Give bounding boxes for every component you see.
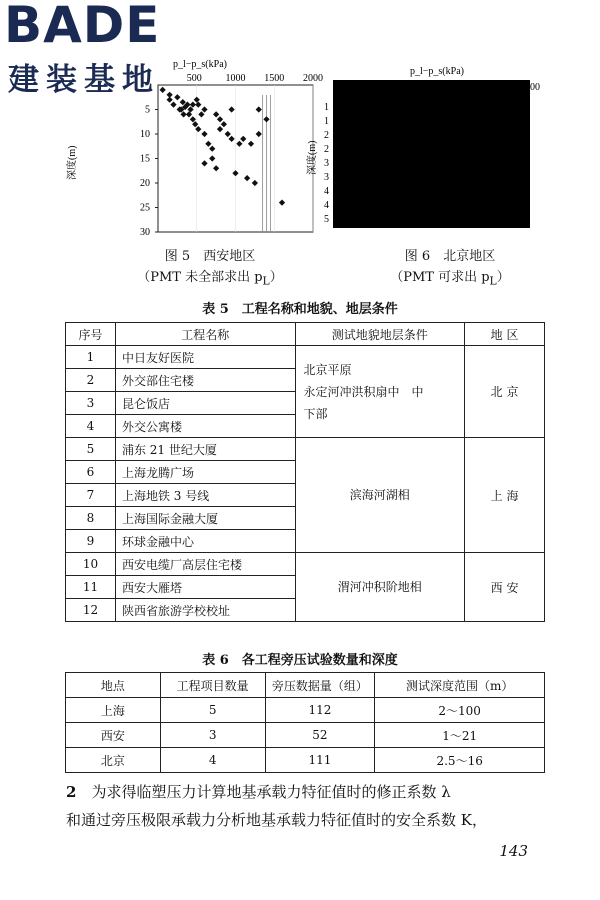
fig5-data-point	[209, 155, 215, 161]
table6-header: 旁压数据量（组）	[265, 673, 375, 698]
table5-cell-name: 上海龙腾广场	[115, 461, 295, 484]
table6-cell: 北京	[66, 748, 161, 773]
table6-cell: 4	[160, 748, 265, 773]
fig5-data-point	[248, 141, 254, 147]
fig5-data-point	[256, 131, 262, 137]
fig5-data-point	[221, 121, 227, 127]
table5-condition-line: 下部	[303, 406, 328, 421]
table5-title: 表 5 工程名称和地貌、地层条件	[202, 302, 398, 317]
fig5-data-point	[174, 94, 180, 100]
table5-cell-name: 陕西省旅游学校校址	[115, 599, 295, 622]
fig5-data-point	[167, 97, 173, 103]
fig5-data-point	[209, 146, 215, 152]
fig5-note	[105, 266, 315, 288]
fig5-data-point	[201, 160, 207, 166]
fig5-data-point	[194, 97, 200, 103]
table5-row	[66, 346, 545, 369]
fig5-data-point	[198, 111, 204, 117]
fig5-data-point	[201, 106, 207, 112]
fig5-data-point	[240, 136, 246, 142]
table5-cell-no: 6	[66, 461, 116, 484]
table6-row	[66, 723, 545, 748]
table5	[65, 322, 545, 622]
fig5-data-point	[213, 165, 219, 171]
fig6-y-tick: 4	[324, 200, 329, 211]
table5-cell-region: 北 京	[465, 346, 545, 438]
table5-cell-name: 西安大雁塔	[115, 576, 295, 599]
table5-cell-condition	[295, 346, 465, 438]
para-line-1	[66, 778, 546, 806]
fig6-note-end: ）	[496, 270, 510, 285]
table5-cell-no: 12	[66, 599, 116, 622]
logo-sub: 建装基地	[8, 62, 160, 98]
fig6-caption: 图 6 北京地区	[404, 249, 496, 264]
table6-cell: 112	[265, 698, 375, 723]
fig6-y-tick: 1	[324, 102, 329, 113]
fig5-y-tick: 25	[140, 202, 150, 214]
fig6-y-tick: 3	[324, 158, 329, 169]
table5-cell-no: 9	[66, 530, 116, 553]
table5-cell-no: 4	[66, 415, 116, 438]
table5-cell-condition	[295, 438, 465, 553]
fig5-y-tick: 10	[140, 129, 150, 140]
table5-cell-name: 外交公寓楼	[115, 415, 295, 438]
fig6-y-tick: 4	[324, 186, 329, 197]
table6-cell: 3	[160, 723, 265, 748]
para-line-2: 和通过旁压极限承载力分析地基承载力特征值时的安全系数 K，	[66, 811, 487, 829]
table5-cell-name: 昆仑饭店	[115, 392, 295, 415]
fig5-data-point	[236, 141, 242, 147]
table5-cell-no: 3	[66, 392, 116, 415]
table5-cell-name: 上海国际金融大厦	[115, 507, 295, 530]
table5-cell-name: 上海地铁 3 号线	[115, 484, 295, 507]
fig5-data-point	[186, 111, 192, 117]
para-number: 2	[66, 783, 77, 801]
table6-title: 表 6 各工程旁压试验数量和深度	[202, 653, 398, 668]
fig6-y-label: 深度(m)	[307, 140, 318, 175]
table6-cell: 111	[265, 748, 375, 773]
logo-brand: BADE	[4, 0, 161, 54]
table5-cell-region: 西 安	[465, 553, 545, 622]
fig5-data-point	[229, 136, 235, 142]
fig6-y-tick: 3	[324, 172, 329, 183]
table5-header: 测试地貌地层条件	[295, 323, 465, 346]
figure-5-scatter-chart	[55, 55, 323, 240]
table6-cell: 2.5～16	[375, 748, 545, 773]
table6-header: 工程项目数量	[160, 673, 265, 698]
fig5-data-point	[256, 106, 262, 112]
fig5-data-point	[217, 116, 223, 122]
table5-cell-condition	[295, 553, 465, 622]
fig5-x-tick: 1500	[264, 73, 285, 84]
body-paragraph	[66, 778, 546, 834]
figure-6-chart	[300, 60, 550, 235]
fig5-note-sub: L	[262, 274, 270, 288]
table6-cell: 西安	[66, 723, 161, 748]
fig5-data-point	[217, 126, 223, 132]
fig5-data-point	[195, 101, 201, 107]
fig5-data-point	[232, 170, 238, 176]
page-number: 143	[499, 842, 528, 860]
fig6-note	[345, 266, 555, 288]
fig6-y-tick: 2	[324, 144, 329, 155]
fig6-y-tick: 5	[324, 214, 329, 225]
table5-cell-no: 2	[66, 369, 116, 392]
fig5-x-tick: 500	[186, 73, 202, 84]
fig5-data-point	[205, 141, 211, 147]
table6-header: 测试深度范围（m）	[375, 673, 545, 698]
fig6-x-tick: 00	[530, 82, 540, 93]
table5-cell-no: 8	[66, 507, 116, 530]
table6-cell: 5	[160, 698, 265, 723]
table5-header: 地 区	[465, 323, 545, 346]
fig5-data-point	[225, 131, 231, 137]
fig5-data-point	[201, 131, 207, 137]
fig5-data-point	[279, 199, 285, 205]
table5-condition-line: 北京平原	[303, 362, 352, 377]
table5-row	[66, 553, 545, 576]
para-line-1-text: 为求得临塑压力计算地基承载力特征值时的修正系数 λ	[91, 783, 451, 801]
fig5-note-text: （PMT 未全部求出 p	[137, 270, 263, 285]
fig6-y-tick: 1	[324, 116, 329, 127]
fig5-data-point	[252, 180, 258, 186]
table5-row	[66, 438, 545, 461]
table5-cell-name: 中日友好医院	[115, 346, 295, 369]
table5-header: 工程名称	[115, 323, 295, 346]
fig5-data-point	[170, 101, 176, 107]
fig5-y-tick: 20	[140, 178, 150, 189]
table5-cell-no: 1	[66, 346, 116, 369]
table5-cell-name: 外交部住宅楼	[115, 369, 295, 392]
table5-cell-region: 上 海	[465, 438, 545, 553]
fig6-y-tick: 2	[324, 130, 329, 141]
table5-cell-no: 11	[66, 576, 116, 599]
table5-condition-line: 渭河冲积阶地相	[337, 580, 422, 594]
fig6-chart-title: p_l−p_s(kPa)	[410, 66, 464, 77]
table6-cell: 52	[265, 723, 375, 748]
fig5-data-point	[160, 87, 166, 93]
table6-row	[66, 698, 545, 723]
fig5-data-point	[263, 116, 269, 122]
table6-row	[66, 748, 545, 773]
table5-cell-name: 西安电缆厂高层住宅楼	[115, 553, 295, 576]
fig5-data-point	[229, 106, 235, 112]
table6	[65, 672, 545, 773]
table6-header-row	[66, 673, 545, 698]
fig5-data-point	[244, 175, 250, 181]
table5-header: 序号	[66, 323, 116, 346]
fig5-x-tick: 1000	[225, 73, 246, 84]
table5-cell-name: 环球金融中心	[115, 530, 295, 553]
fig5-data-point	[213, 111, 219, 117]
fig5-x-tick: 2000	[303, 73, 323, 84]
fig6-note-text: （PMT 可求出 p	[390, 270, 490, 285]
table6-cell: 1～21	[375, 723, 545, 748]
table6-header: 地点	[66, 673, 161, 698]
fig6-obscured-plot	[333, 80, 530, 228]
fig5-y-tick: 15	[140, 153, 150, 165]
fig5-y-label: 深度(m)	[67, 145, 78, 180]
table5-condition-line: 永定河冲洪积扇中 中	[303, 384, 424, 399]
table5-cell-name: 浦东 21 世纪大厦	[115, 438, 295, 461]
table5-cell-no: 5	[66, 438, 116, 461]
fig5-y-tick: 5	[145, 104, 150, 116]
fig5-note-end: ）	[269, 270, 283, 285]
table5-header-row	[66, 323, 545, 346]
fig5-caption: 图 5 西安地区	[164, 249, 256, 264]
fig5-chart-title: p_l−p_s(kPa)	[173, 59, 227, 70]
fig5-y-tick: 30	[140, 227, 150, 238]
table6-cell: 2～100	[375, 698, 545, 723]
table5-cell-no: 7	[66, 484, 116, 507]
table6-cell: 上海	[66, 698, 161, 723]
table5-cell-no: 10	[66, 553, 116, 576]
fig5-data-point	[195, 126, 201, 132]
table5-condition-line: 滨海河湖相	[349, 488, 410, 502]
fig6-note-sub: L	[489, 274, 497, 288]
